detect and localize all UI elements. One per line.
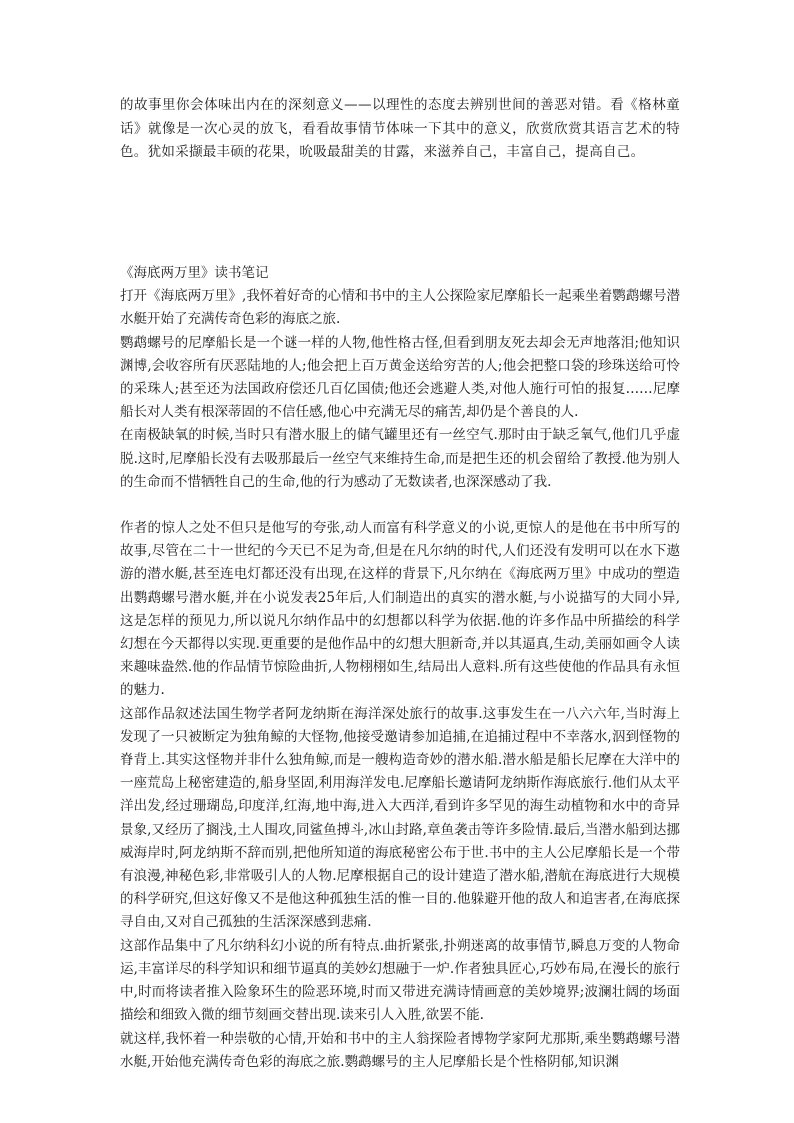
article-paragraph-2: 鹦鹉螺号的尼摩船长是一个谜一样的人物,他性格古怪,但看到朋友死去却会无声地落泪;他知识渊博,会收容所有厌恶陆地的人;他会把上百万黄金送给穷苦的人;他会把整口袋的珍珠送给可怜的采珠人;甚至还为法国政府偿还几百亿国债;他还会逃避人类,对他人施行可怕的报复……尼摩船长对人类有根深蒂固的不信任感,他心中充满无尽的痛苦,却仍是个善良的人. xyxy=(120,334,680,421)
article-paragraph-3: 在南极缺氧的时候,当时只有潜水服上的储气罐里还有一丝空气.那时由于缺乏氧气,他们几乎虚脱.这时,尼摩船长没有去吸那最后一丝空气来维持生命,而是把生还的机会留给了教授.他为别人的生命而不惜牺牲自己的生命,他的行为感动了无数读者,也深深感动了我. xyxy=(120,427,680,490)
article-paragraph-5: 这部作品叙述法国生物学者阿龙纳斯在海洋深处旅行的故事.这事发生在一八六六年,当时海上发现了一只被断定为独角鲸的大怪物,他接受邀请参加追捕,在追捕过程中不幸落水,泅到怪物的脊背上.其实这怪物并非什么独角鲸,而是一艘构造奇妙的潜水船.潜水船是船长尼摩在大洋中的一座荒岛上秘密建造的,船身坚固,利用海洋发电.尼摩船长邀请阿龙纳斯作海底旅行.他们从太平洋出发,经过珊瑚岛,印度洋,红海,地中海,进入大西洋,看到许多罕见的海生动植物和水中的奇异景象,又经历了搁浅,土人围攻,同鲨鱼搏斗,冰山封路,章鱼袭击等许多险情.最后,当潜水船到达挪威海岸时,阿龙纳斯不辞而别,把他所知道的海底秘密公布于世.书中的主人公尼摩船长是一个带有浪漫,神秘色彩,非常吸引人的人物.尼摩根据自己的设计建造了潜水船,潜航在海底进行大规模的科学研究,但这好像又不是他这种孤独生活的惟一目的.他躲避开他的敌人和追害者,在海底探寻自由,又对自己孤独的生活深深感到悲痛. xyxy=(120,705,680,931)
article-title: 《海底两万里》读书笔记 xyxy=(120,265,269,281)
intro-paragraph: 的故事里你会体味出内在的深刻意义——以理性的态度去辨别世间的善恶对错。看《格林童话》就像是一次心灵的放飞，看看故事情节体味一下其中的意义，欣赏欣赏其语言艺术的特色。犹如采撷最丰硕的花果，吮吸最甜美的甘露，来滋养自己，丰富自己，提高自己。 xyxy=(120,97,680,160)
paragraph-gap xyxy=(120,494,680,517)
article-paragraph-1: 打开《海底两万里》,我怀着好奇的心情和书中的主人公探险家尼摩船长一起乘坐着鹦鹉螺号潜水艇开始了充满传奇色彩的海底之旅. xyxy=(120,288,680,328)
reading-notes-article xyxy=(120,262,680,1074)
article-paragraph-7: 就这样,我怀着一种崇敬的心情,开始和书中的主人翁探险者博物学家阿尤那斯,乘坐鹦鹉螺号潜水艇,开始他充满传奇色彩的海底之旅.鹦鹉螺号的主人尼摩船长是个性格阴郁,知识渊 xyxy=(120,1030,680,1070)
article-paragraph-6: 这部作品集中了凡尔纳科幻小说的所有特点.曲折紧张,扑朔迷离的故事情节,瞬息万变的人物命运,丰富详尽的科学知识和细节逼真的美妙幻想融于一炉.作者独具匠心,巧妙布局,在漫长的旅行中,时而将读者推入险象环生的险恶环境,时而又带进充满诗情画意的美妙境界;波澜壮阔的场面描绘和细致入微的细节刻画交替出现.读来引人入胜,欲罢不能. xyxy=(120,937,680,1024)
article-paragraph-4: 作者的惊人之处不但只是他写的夸张,动人而富有科学意义的小说,更惊人的是他在书中所写的故事,尽管在二十一世纪的今天已不足为奇,但是在凡尔纳的时代,人们还没有发明可以在水下遨游的潜水艇,甚至连电灯都还没有出现,在这样的背景下,凡尔纳在《海底两万里》中成功的塑造出鹦鹉螺号潜水艇,并在小说发表25年后,人们制造出的真实的潜水艇,与小说描写的大同小异,这是怎样的预见力,所以说凡尔纳作品中的幻想都以科学为依据.他的许多作品中所描绘的科学幻想在今天都得以实现.更重要的是他作品中的幻想大胆新奇,并以其逼真,生动,美丽如画令人读来趣味盎然.他的作品情节惊险曲折,人物栩栩如生,结局出人意料.所有这些使他的作品具有永恒的魅力. xyxy=(120,520,680,699)
